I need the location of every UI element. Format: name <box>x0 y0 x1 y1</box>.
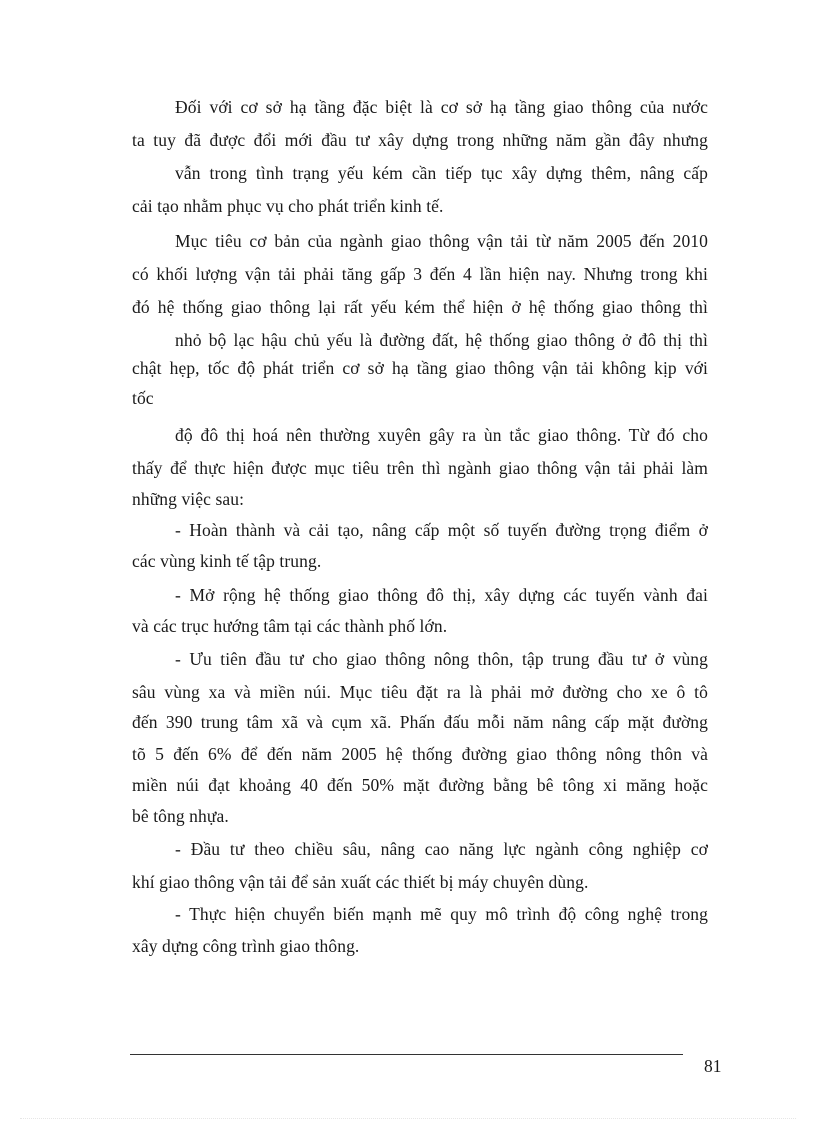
list-item-line: xây dựng công trình giao thông. <box>132 936 360 956</box>
list-item-line: sâu vùng xa và miền núi. Mục tiêu đặt ra là phải mở đường cho xe ô tô <box>132 682 708 702</box>
paragraph-line: cải tạo nhằm phục vụ cho phát triển kinh tế. <box>132 196 444 216</box>
list-item-line: các vùng kinh tế tập trung. <box>132 551 322 571</box>
paragraph-line: có khối lượng vận tải phải tăng gấp 3 đến 4 lần hiện nay. Nhưng trong khi <box>132 264 708 284</box>
paragraph-line: độ đô thị hoá nên thường xuyên gây ra ùn tắc giao thông. Từ đó cho <box>175 425 708 445</box>
paragraph-line: nhỏ bộ lạc hậu chủ yếu là đường đất, hệ thống giao thông ở đô thị thì <box>175 330 708 350</box>
list-item-line: khí giao thông vận tải để sản xuất các thiết bị máy chuyên dùng. <box>132 872 589 892</box>
list-item-line: - Mở rộng hệ thống giao thông đô thị, xây dựng các tuyến vành đai <box>175 585 708 605</box>
list-item-line: - Ưu tiên đầu tư cho giao thông nông thôn, tập trung đầu tư ở vùng <box>175 649 708 669</box>
list-item-line: - Hoàn thành và cải tạo, nâng cấp một số tuyến đường trọng điểm ở <box>175 520 708 540</box>
paragraph-line: Mục tiêu cơ bản của ngành giao thông vận tải từ năm 2005 đến 2010 <box>175 231 708 251</box>
list-item-line: - Thực hiện chuyển biến mạnh mẽ quy mô trình độ công nghệ trong <box>175 904 708 924</box>
list-item-line: bê tông nhựa. <box>132 806 229 826</box>
list-item-line: - Đầu tư theo chiều sâu, nâng cao năng lực ngành công nghiệp cơ <box>175 839 708 859</box>
bottom-border <box>20 1118 796 1119</box>
paragraph-line: ta tuy đã được đổi mới đầu tư xây dựng trong những năm gần đây nhưng <box>132 130 708 150</box>
paragraph-line: đó hệ thống giao thông lại rất yếu kém thể hiện ở hệ thống giao thông thì <box>132 297 708 317</box>
list-item-line: đến 390 trung tâm xã và cụm xã. Phấn đấu mỗi năm nâng cấp mặt đường <box>132 712 708 732</box>
page-number: 81 <box>704 1056 722 1076</box>
list-item-line: tõ 5 đến 6% để đến năm 2005 hệ thống đường giao thông nông thôn và <box>132 744 708 764</box>
paragraph-line: thấy để thực hiện được mục tiêu trên thì ngành giao thông vận tải phải làm <box>132 458 708 478</box>
list-item-line: và các trục hướng tâm tại các thành phố lớn. <box>132 616 448 636</box>
list-item-line: miền núi đạt khoảng 40 đến 50% mặt đường bằng bê tông xi măng hoặc <box>132 775 708 795</box>
paragraph-line: vẫn trong tình trạng yếu kém cần tiếp tục xây dựng thêm, nâng cấp <box>175 163 708 183</box>
paragraph-line: tốc <box>132 388 154 408</box>
footer-divider <box>130 1054 683 1055</box>
paragraph-line: chật hẹp, tốc độ phát triển cơ sở hạ tầng giao thông vận tải không kịp với <box>132 358 708 378</box>
paragraph-line: những việc sau: <box>132 489 245 509</box>
paragraph-line: Đối với cơ sở hạ tầng đặc biệt là cơ sở hạ tầng giao thông của nước <box>175 97 708 117</box>
